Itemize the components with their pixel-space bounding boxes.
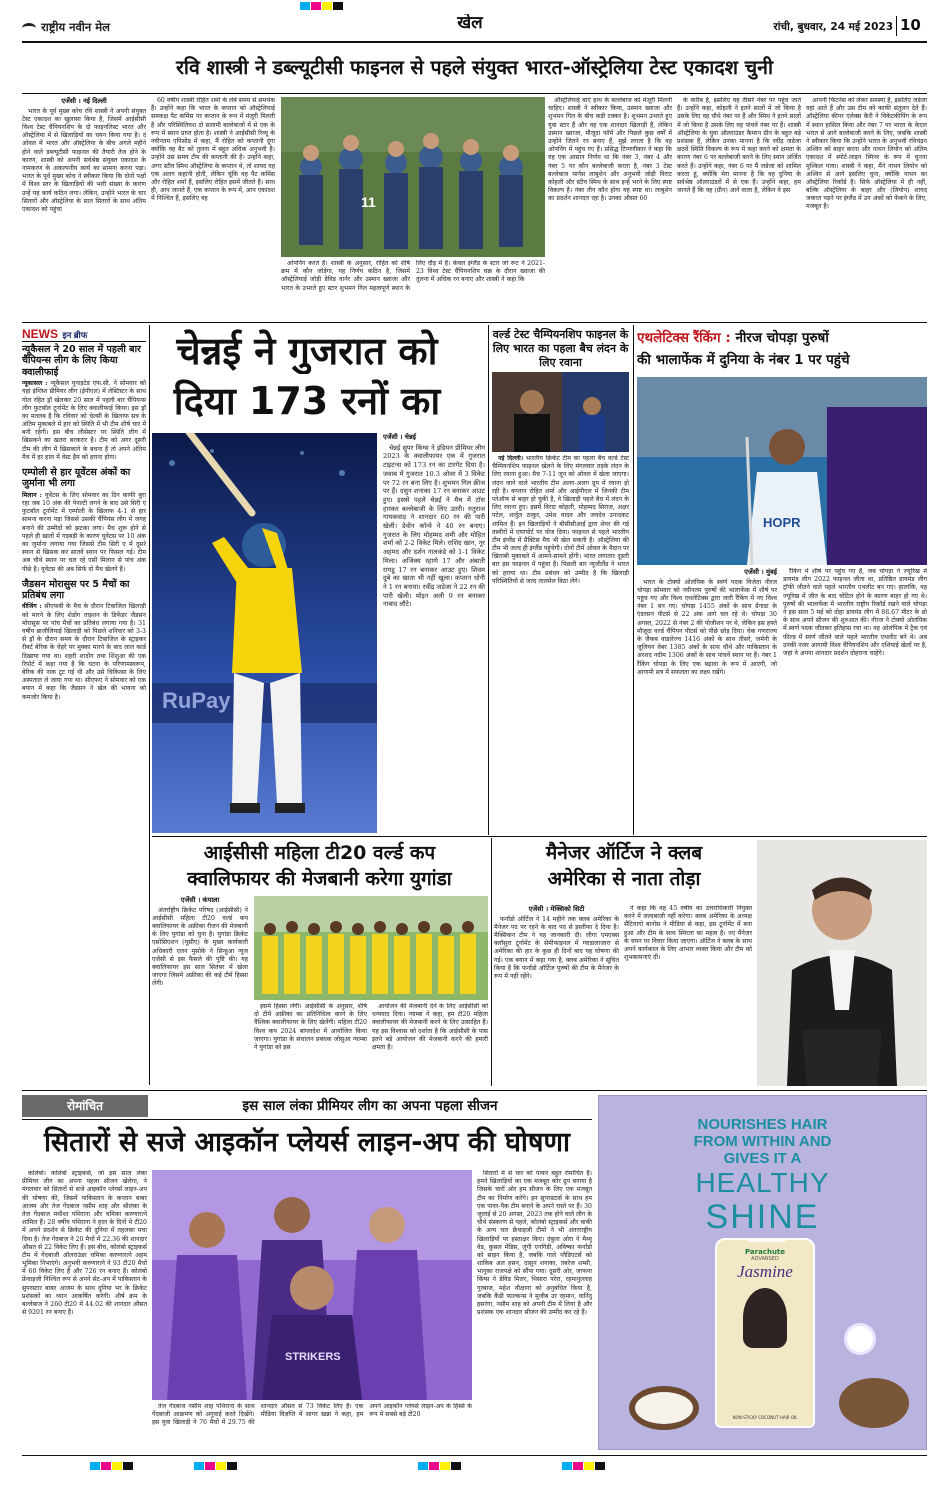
brief-tag-news: NEWS — [22, 327, 58, 341]
ad-bottle-cap — [747, 1238, 787, 1242]
chopra-col-1 — [637, 568, 777, 833]
chopra-col-2-text: रैंकिंग में शीर्ष पर पहुंच गए हैं, जब चोपड़ा ने ज्यूरिख में डायमंड लीग 2022 फाइनल जीता था, प्रतिष्ठित डायमंड लीग ट्रॉफी जीतने वाले पहले भारतीय एथलीट बन गए। हालांकि, वह ज्यूरिख में जीत के बाद चोटिल होने के कारण बाहर हो गए थे। पुरुषों की भालाफेंक में भारतीय राष्ट्रीय रिकॉर्ड रखने वाले चोपड़ा ने इस साल 5 मई को दोहा डायमंड लीग में 88.67 मीटर के थ्रो के साथ अपने सीजन की शुरुआत की। नीरज ने टोक्यो ओलंपिक में स्वर्ण पदक जीतकर इतिहास रचा था। वह ओलंपिक में ट्रैक एवं फील्ड में स्वर्ण जीतने वाले पहले भारतीय एथलीट बने थे। अब उनकी नजर आगामी विश्व चैंपियनशिप और एशियाई खेलों पर है, जहां वे अपना शानदार प्रदर्शन दोहराना चाहेंगे। — [783, 568, 927, 657]
registration-marks-top — [300, 2, 343, 10]
lpl-col-2-text: सितारों में से चार को पाकर बहुत रोमांचित हैं। हमने खिलाड़ियों का एक मजबूत कोर ग्रुप बनाया है जिसके चारों ओर हम सीजन के लिए एक मजबूत टीम का निर्माण करेंगे। इन सुपरस्टार्स के साथ हम एक पावर-पैक टीम बनाने के अपने रास्ते पर हैं। 30 जुलाई से 20 अगस्त, 2023 तक होने वाले लीग के चौथे संस्करण से पहले, कोलंबो स्ट्राइकर्स और बाकी के अन्य चार फ्रेंचाइजी टीमों ने भी अंतरराष्ट्रीय खिलाड़ियों पर हस्ताक्षर किए। दंबुला ओरा ने मैथ्यू वेड, कुसल मेंडिस, लुंगी एनगिडी, अविष्का फर्नांडो को साइन किया है, जबकि गाले ग्लैडिएटर्स को शाकिब अल हसन, दासुन शनाका, तबरेज शम्सी, भानुका राजपक्षे को सौंपा गया। दूसरी ओर, जाफना किंग्स ने डेविड मिलर, थिसारा परेरा, रहमानुल्लाह गुरबाज, महेश थीक्षाना को अनुबंधित किया है, जबकि कैंडी फाल्कन्स ने मुजीब उर रहमान, वानिंदु हसरंगा, नसीम शाह को अपनी टीम में लिया है और प्रशंसक एक शानदार सीजन की उम्मीद कर रहे हैं। — [477, 1170, 592, 1317]
wtc-divider — [633, 325, 634, 835]
ortiz-photo — [757, 840, 927, 1086]
brief-item-title: एम्पोली से हार यूवेंटस अंकों का जुर्माना भी लगा — [22, 467, 131, 490]
wtc-headline: वर्ल्ड टेस्ट चैम्पियनशिप फाइनल के लिए भारत का पहला बैच लंदन के लिए रवाना — [492, 328, 629, 369]
icc-left-col — [152, 896, 248, 1086]
top-story-bottom-rule — [22, 322, 927, 323]
ortiz-col-2-text: ने कहा कि वह 45 वर्षीय का उत्तराधिकारी नियुक्त करने में जल्दबाजी नहीं करेगा। क्लब अमेरिका के अध्यक्ष सैंटियागो बानोस ने मीडिया से कहा, इस टूर्नामेंट में बना हुआ और टीम के साथ स्थिरता का महत्व है। नए मैनेजर के चयन पर विचार किया जाएगा। ऑर्टिज ने क्लब के साथ अपने कार्यकाल के लिए आभार व्यक्त किया और टीम को शुभकामनाएं दीं। — [624, 905, 752, 962]
ad-product: Jasmine — [737, 1262, 793, 1281]
footer-rule — [22, 1455, 927, 1456]
chopra-col-2 — [783, 568, 927, 833]
svg-text:11: 11 — [361, 194, 376, 210]
brief-tag — [22, 325, 146, 341]
svg-text:RuPay: RuPay — [162, 688, 231, 713]
page-number-divider — [896, 16, 897, 36]
ortiz-col-2 — [624, 905, 752, 1085]
top-story-photo-caption — [281, 260, 545, 320]
chopra-photo — [637, 377, 927, 565]
wtc-text: नई दिल्ली। भारतीय क्रिकेट टीम का पहला बैच वर्ल्ड टेस्ट चैम्पियनशिप फाइनल खेलने के लिए मंगलवार तड़के लंदन के लिए रवाना हुआ। मैच 7-11 जून को ओवल में खेला जाएगा। लंदन जाने वाले भारतीय टीम अलग-अलग ग्रुप में रवाना हो रही है। कप्तान रोहित शर्मा और आईपीएल में जिनकी टीम प्लेऑफ से बाहर हो चुकी है, वे खिलाड़ी पहले बैच में लंदन के लिए रवाना हुए। इसमें विराट कोहली, मोहम्मद सिराज, अक्षर पटेल, शार्दुल ठाकुर, उमेश यादव और जयदेव उनादकट शामिल हैं। इन खिलाड़ियों ने बीसीसीआई द्वारा शेयर की गई तस्वीरों में एयरपोर्ट पर पोज दिया। फाइनल से पहले भारतीय टीम इंग्लैंड में प्रैक्टिस मैच भी खेल सकती है। ऑस्ट्रेलिया की टीम भी जल्द ही इंग्लैंड पहुंचेगी। दोनों टीमें ओवल के मैदान पर खिताबी मुकाबले में आमने-सामने होंगी। भारत लगातार दूसरी बार इस फाइनल में पहुंचा है। पिछली बार न्यूजीलैंड ने भारत को हराया था। टीम प्रबंधन को उम्मीद है कि खिलाड़ी परिस्थितियों से जल्द तालमेल बिठा लेंगे। — [492, 455, 629, 585]
top-story-col-4 — [677, 97, 801, 319]
wtc-airport-photo — [492, 372, 629, 452]
ortiz-col-1 — [494, 905, 619, 1085]
icc-col-b — [372, 1003, 488, 1086]
coconut-icon — [839, 1378, 909, 1428]
mid-section-rule — [152, 836, 927, 837]
strikers-players-illustration — [152, 1170, 472, 1400]
icc-col-a — [254, 1003, 367, 1086]
dateline: रांची, बुधवार, 24 मई 2023 — [773, 21, 893, 33]
brief-item — [22, 579, 146, 702]
lpl-col-1-text: कोलंबो। कोलंबो स्ट्राइकर्स, जो इस साल लंका प्रीमियर लीग का अपना पहला सीजन खेलेगा, ने मंगलवार को सितारों से सजे आइकॉन प्लेयर्स लाइन-अप की घोषणा की, जिसमें पाकिस्तान के कप्तान बाबर आजम और तेज गेंदबाज नसीम शाह और श्रीलंका के तेज गेंदबाज मथीशा पथिराना और चमिका करुणारत्ने शामिल हैं। 28 वर्षीय पथिराना ने हाल के दिनों में टी20 में अपने प्रदर्शन से क्रिकेट की दुनिया में तहलका मचा दिया है। तेज गेंदबाज ने 20 मैचों में 22.36 की शानदार औसत से 22 विकेट लिए हैं। इस बीच, कोलंबो स्ट्राइकर्स टीम में गेंदबाजी ऑलराउंडर चमिका करुणारत्ने अहम भूमिका निभाएंगे। अनुभवी करुणारत्ने ने 93 टी20 मैचों में 60 विकेट लिए हैं और 726 रन बनाए हैं। कोलंबो फ्रेंचाइजी निश्चित रूप से अपने सेट-अप में पाकिस्तान के सुपरस्टार बाबर आजम के साथ दुनिया भर के क्रिकेट प्रशंसकों का ध्यान आकर्षित करेगी। शीर्ष क्रम के बल्लेबाज ने 260 टी20 में 44.02 की शानदार औसत से 9201 रन बनाए हैं। — [22, 1170, 147, 1317]
ad-bottle — [715, 1238, 815, 1428]
masthead-rule — [22, 41, 927, 43]
icc-col-b-text: आयोजन की मेजबानी देने के लिए आईसीसी को धन्यवाद दिया। न्याम्बा ने कहा, हम टी20 महिला क्वालीफायर की मेजबानी करने के लिए उत्साहित हैं। यह इस विश्वास को दर्शाता है कि आईसीसी के पास इतने बड़े आयोजन की मेजबानी करने की हमारी क्षमता है। — [372, 1003, 488, 1051]
lpl-players-photo — [152, 1170, 472, 1400]
ad-tag: ADVANSED — [751, 1256, 779, 1262]
lpl-col-2 — [477, 1170, 592, 1450]
icc-headline-1: आईसीसी महिला टी20 वर्ल्ड कप — [203, 842, 436, 864]
top-story-headline: रवि शास्त्री ने डब्ल्यूटीसी फाइनल से पहले संयुक्त भारत-ऑस्ट्रेलिया टेस्ट एकादश चुनी — [175, 56, 774, 79]
lpl-photo-caption — [152, 1403, 472, 1450]
masthead — [0, 0, 945, 50]
ad-line-2: FROM WITHIN AND — [693, 1133, 832, 1150]
airport-illustration — [492, 372, 629, 452]
csk-divider — [488, 325, 489, 835]
ad-line-3: GIVES IT A — [723, 1150, 802, 1167]
top-story-col-4-text: के करीब है, इसलिए वह तीसरे नंबर पर पहुंच जाते हैं। उन्होंने कहा, कोहली ने इतने सालों में जो किया है उसके लिए वह चौथे नंबर पर हैं और स्मिथ ने इतने सालों में जो किया है उसके लिए वह पांचवें नंबर पर हैं। शास्त्री ऑस्ट्रेलिया के युवा ऑलराउंडर कैमरन ग्रीन के बहुत बड़े प्रशंसक हैं, लेकिन उनका मानना है कि रवींद्र जडेजा छठवें स्थिति विकल्प के रूप में कहा करने को क्षमता के कारण नंबर 6 पर बल्लेबाजी करने के लिए स्थान अर्जित करते हैं। उन्होंने कहा, नंबर 6 पर मैं जडेजा को शामिल करता हूं, क्योंकि मेरा मानना है कि वह दुनिया के सर्वश्रेष्ठ ऑलराउंडरों में से एक हैं। उन्होंने कहा, हम जानते हैं कि वह (ग्रीन) आने वाला है, लेकिन वे इस — [677, 97, 801, 195]
brief-item-title: न्यूकैसल ने 20 साल में पहली बार चैंपियन्स लीग के लिए किया क्वालीफाई — [22, 344, 141, 378]
chopra-byline: एजेंसी । मुंबई — [744, 568, 777, 576]
icc-col-a-text: इसमें हिस्सा लेंगी। आईसीसी के अनुसार, शीर्ष दो टीमें अफ्रीका का प्रतिनिधित्व करने के लिए वैश्विक क्वालीफायर के लिए खेलेंगी। महिला टी20 विश्व कप 2024 बांग्लादेश में आयोजित किया जाएगा। युगांडा के संचालन प्रबंधक जोसुआ न्याम्बा ने युगांडा को इस — [254, 1003, 367, 1051]
lpl-caption-text: तेज गेंदबाज नसीम शाह पथिराना के साथ गेंदबाजी आक्रमण को अगुवाई करते दिखेंगे। इस युवा खिलाड़ी ने 76 मैचों में 29.75 की शानदार औसत से 73 विकेट लिए हैं। एक मीडिया विज्ञप्ति में सागर खन्ना ने कहा, हम अपने आइकॉन प्लेयर्स लाइन-अप के हिस्से के रूप में सबसे बड़े टी20 — [152, 1403, 472, 1427]
ortiz-headline-1: मैनेजर ऑर्टिज ने क्लब — [545, 842, 703, 864]
lpl-col-1 — [22, 1170, 147, 1450]
icc-divider — [491, 838, 492, 1086]
top-story-col-2-text: 60 वर्षीय शास्त्री रोहित शर्मा के लंबे समय से समर्थक हैं। उन्होंने कहा कि भारत के कप्तान को ऑस्ट्रेलियाई समकक्ष पैट कमिंस पर कप्तान के रूप में मंजूरी मिलती है और परिस्थितिवश दो सलामी बल्लेबाजों में से एक के रूप में स्थान प्राप्त होता है। शास्त्री ने आईसीसी रिव्यू के नवीनतम एपिसोड में कहा, मैं रोहित को कप्तानी दूंगा क्योंकि वह बैट को तुलना में बहुत अधिक अनुभवी है। उन्होंने उस समय टीम की कप्तानी की है। उन्होंने कहा, अगर स्टीव स्मिथ ऑस्ट्रेलिया के कप्तान थे, तो शायद वह एक अलग कहानी होती, लेकिन चूंकि वह पैट कमिंस और रोहित शर्मा हैं, इसलिए रोहित इसमें जीतते हैं। साथ ही, आप जानते हैं, एक कप्तान के रूप में, आप एकादश में निश्चित हैं, इसलिए वह — [151, 97, 275, 203]
registration-marks-bottom — [90, 1462, 605, 1470]
bird-icon — [22, 23, 36, 33]
lpl-kicker-rule — [22, 1119, 592, 1120]
icc-left-text: अंतर्राष्ट्रीय क्रिकेट परिषद (आईसीसी) ने आईसीसी महिला टी20 वर्ल्ड कप क्वालिफायर के अफ्रीका रीजन की मेजबानी के लिए युगांडा को चुना है। युगांडा क्रिकेट एसोसिएशन (यूसीए) के मुख्य कार्यकारी अधिकारी एलन मुसोके ने सिन्हुआ न्यूज एजेंसी से इस फैसले की पुष्टि की। यह क्वालिफायर इस साल सितंबर में खेला जाएगा जिसमें अफ्रीका की कई टीमें हिस्सा लेंगी। — [152, 906, 248, 988]
section-title: खेल — [457, 14, 483, 33]
icc-team-photo — [254, 896, 488, 1000]
uganda-team-illustration — [254, 896, 488, 1000]
coconut-icon — [629, 1386, 699, 1430]
top-story-col-2 — [151, 97, 275, 319]
ortiz-headline-2: अमेरिका से नाता तोड़ा — [547, 868, 701, 890]
csk-article — [383, 433, 485, 833]
chopra-headline-main: नीरज चोपड़ा पुरुषों — [735, 330, 829, 346]
ortiz-byline: एजेंसी । मेक्सिको सिटी — [528, 905, 585, 913]
top-story-col-1 — [22, 97, 146, 319]
ad-brand: Parachute — [744, 1248, 786, 1256]
top-story-caption-text: ओपनिंग करते हैं। शास्त्री के अनुसार, रोहित को शीर्ष क्रम में कौन जोड़ेगा, यह निर्णय कठिन है, जिसमें ऑस्ट्रेलियाई जोड़ी डेविड वार्नर और उस्मान ख्वाजा और भारत के उभरते हुए स्टार शुभमन गिल महत्वपूर्ण स्थान के लिए दौड़ में हैं। केवल इंग्लैंड के स्टार जो रूट ने 2021-23 विश्व टेस्ट चैंपियनशिप चक्र के दौरान ख्वाजा की तुलना में अधिक रन बनाए और शास्त्री ने कहा कि — [281, 260, 545, 292]
chopra-headline-tag: एथलेटिक्स रैंकिंग : — [637, 330, 731, 346]
chopra-headline-1 — [637, 328, 927, 348]
lpl-kicker: इस साल लंका प्रीमियर लीग का अपना पहला सीजन — [242, 1098, 498, 1114]
jersey-label: HOPR — [763, 515, 801, 530]
javelin-athlete-illustration — [637, 377, 927, 565]
lpl-tag: रोमांचित — [22, 1095, 148, 1117]
wtc-article — [492, 455, 629, 833]
brief-item — [22, 467, 146, 574]
top-story-col-5 — [806, 97, 927, 319]
lpl-headline: सितारों से सजे आइकॉन प्लेयर्स लाइन-अप की घोषणा — [43, 1127, 571, 1158]
icc-headline-2: क्वालिफायर की मेजबानी करेगा युगांडा — [187, 868, 452, 890]
top-story-byline: एजेंसी । नई दिल्ली — [61, 97, 107, 105]
ad-sub: NON-STICKY COCONUT HAIR OIL — [732, 1415, 798, 1420]
top-story-col-3 — [548, 97, 672, 319]
brief-item — [22, 344, 146, 462]
ortiz-col-1-text: फर्नांडो ऑर्टिज ने 14 महीने तक क्लब अमेरिका के मैनेजर पद पर रहने के बाद पद से इस्तीफा दे दिया है। मैक्सिकन टीम ने यह जानकारी दी। लीगा एमएक्स क्लॉसुरा टूर्नामेंट के सेमीफाइनल में ग्वाडालाजारा से अमेरिका की हार के कुछ ही दिनों बाद यह घोषणा की गई। एक बयान में कहा गया है, क्लब अमेरिका ने सूचित किया है कि फर्नांडो ऑर्टिज पुरुषों की टीम के मैनेजर के रूप में नहीं रहेंगे। — [494, 915, 619, 981]
lower-section-rule — [22, 1090, 927, 1091]
brief-item-title: जैडसन मोरासुस पर 5 मैचों का प्रतिबंध लगा — [22, 578, 130, 602]
paper-name: राष्ट्रीय नवीन मेल — [41, 20, 110, 34]
brief-item-text: मिलान : यूवेंटस के लिए सोमवार का दिन काफी बुरा रहा जब 10 अंक की पेनल्टी लगने के बाद उसे सिरी ए फुटबॉल टूर्नामेंट में एम्पोली के खिलाफ 4-1 से हार सामना करना पड़ा जिससे उसकी चैंपियंस लीग में जगह बनाने की उम्मीदों को झटका लगा। मैच शुरू होने से पहले ही खातों में गड़बड़ी के कारण यूवेंटस पर 10 अंक का जुर्माना लगाया गया जिससे टीम सिरी ए में दूसरे स्थान से खिसक कर सातवें स्थान पर फिसल गई। टीम अब चौथे स्थान पर चल रहे एसी मिलान से पांच अंक पीछे है। यूवेंटस की अब सिर्फ दो मैच खेलने हैं। — [22, 491, 146, 573]
paper-logo — [22, 17, 212, 35]
csk-batsman-photo — [152, 433, 377, 833]
brief-item-text: न्यूकासल : न्यूकैसल युनाइटेड एफ.सी. ने सोमवार को यहां इंग्लिश प्रीमियर लीग (ईपीएल) में लेस्टिस्टर के साथ गोल रहित ड्रॉ खेलकर 20 साल में पहली बार चैंपियन्स लीग फुटबॉल टूर्नामेंट के लिए क्वालीफाई किया। इस ड्रॉ का मतलब है कि रविवार को चेल्सी के खिलाफ सत्र के अंतिम मुकाबले में हार को स्थिति में भी टीम शीर्ष चार में बनी रहेगी। इस बीच लीसेस्टर पर स्थिति लीग में खिसकने का खतरा बरकरार है। टीम को अगर दूसरी टीम की लीग में खिसकाने के बचना है तो अपने अंतिम मैच में हर हाल में वेस्ट हैम को हराना होगा। — [22, 380, 146, 461]
csk-headline-2: दिया 173 रनों का — [173, 379, 441, 423]
brief-column — [22, 325, 146, 1085]
top-story-col-5-text: आपनी फिटनेस को लेकर समस्या है, इसलिए जडेजा वहां आते हैं और उस टीम को काफी संतुलन देते हैं। ऑस्ट्रेलिया कीपर एलेक्स कैरी ने विकेटकीपिंग के रूप में स्थान हासिल किया और नंबर 7 पर भारत के केएल भारत से आगे बल्लेबाजी करने के लिए, जबकि शास्त्री ने स्वीकार किया कि उन्होंने भारत के अनुभवी रविचंद्रन अश्विन को बाहर करना और नाथन लियोन को अंतिम एकादश में स्पोर्ट-लाइन स्पिनर के रूप में चुनना मुश्किल पाया। शास्त्री ने कहा, मैंने नाथन लियोन को अश्विन से आगे इसलिए चुना, क्योंकि नाथन का ऑस्ट्रेलिया रिकॉर्ड है। सिर्फ ऑस्ट्रेलिया में ही नहीं, बल्कि ऑस्ट्रेलिया के बाहर और (लियोन) शायद जकरत पड़ने पर इंग्लैंड में उन अंकों को फेंकने के लिए, मजबूत है। — [806, 97, 927, 211]
team-photo-illustration — [281, 97, 545, 257]
ad-line-4: HEALTHY — [695, 1167, 830, 1198]
page-number: 10 — [900, 16, 921, 34]
batsman-illustration — [152, 433, 377, 833]
chopra-headline-2: की भालाफेंक में दुनिया के नंबर 1 पर पहुंचे — [637, 352, 850, 368]
brief-column-divider — [149, 325, 150, 1085]
csk-text: चेन्नई सुपर किंग्स ने इंडियन प्रीमियर लीग 2023 के क्वालीफायर एक में गुजरात टाइटन्स को 173 रन का टारगेट दिया है। जवाब में गुजरात 10.3 ओवर में 3 विकेट पर 72 रन बना लिए है। शुभमन गिल क्रीज पर हैं। दसुन शनाका 17 रन बनाकर आउट हुए। इससे पहले चेन्नई ने मैच में टॉस हारकर बल्लेबाजी के लिए उतरी। रुतुराज गायकवाड़ ने शानदार 60 रन की पारी खेली। डेवोन कॉन्वे ने 40 रन बनाए। गुजरात के लिए मोहम्मद शमी और मोहित शर्मा को 2-2 विकेट मिले। राशिद खान, नूर अहमद और दर्शन नालकंडे को 1-1 विकेट मिला। अजिंक्य रहाणे 17 और अंबाती रायडू 17 रन बनाकर आउट हुए। शिवम दुबे का खाता भी नहीं खुला। कप्तान धोनी ने 1 रन बनाया। रवींद्र जडेजा ने 22 रन की पारी खेली। मोइन अली 9 रन बनाकर नाबाद लौटे। — [383, 443, 485, 609]
csk-byline: एजेंसी । चेन्नई — [383, 433, 416, 441]
brief-item-text: वीजिंग : सीएफबी के मैच के दौरान टिबाजिल खिलाड़ी को मारने के लिए शेडोंग ताइशन के डिफेंडर जैडसन मोरासुस पर पांच मैचों का प्रतिबंध लगाया गया है। 31 वर्षीय ब्राजीलियाई खिलाड़ी को पिछले शनिवार को 3-3 से ड्रॉ के दौरान समय के दौरान टिबाजिल के स्ट्राइकर रीबर्ट बेरिक के चेहरे पर मुक्का मारने के बाद लाल कार्ड दिखाया गया था। शहरी शादोंग तथा शिंशुआ की एक रिपोर्ट में कहा गया है कि घटना के परिणामस्वरूप, बेरिक की नाक टूट गई थी और उसे चिकित्सा के लिए अस्पताल ले जाया गया था। सीएफए ने सोमवार को एक बयान में कहा कि जैडसन ने खेल की भावना को कमजोर किया है। — [22, 603, 146, 701]
jersey-sponsor-text: STRIKERS — [285, 1351, 341, 1363]
top-story-col-1-text: भारत के पूर्व मुख्य कोच रवि शास्त्री ने अपनी संयुक्त टेस्ट एकादश का खुलासा किया है, जिसमें आईसीसी विश्व टेस्ट चैंपियनशिप के दो फाइनलिस्ट भारत और ऑस्ट्रेलिया में से खिलाड़ियों का चयन किया गया है। दं ओवल में भारत और ऑस्ट्रेलिया के बीच अगले महीने होने वाले डब्ल्यूटीसी फाइनल की तैयारी तेज होने के कारण, शास्त्री को अपनी सर्वश्रेष्ठ संयुक्त एकादश के नामकरण के अकल्पनीय कार्य का सामना करना पड़ा। भारत के पूर्व मुख्य कोच ने स्वीकार किया कि दोनों पक्षों में विश्व स्तर के खिलाड़ियों की भारी संख्या के कारण उन्हें यह कार्य कठिन लगा। लेकिन, उन्होंने भारत के चार सितारों और ऑस्ट्रेलिया के सात सितारों के साथ अंतिम एकादश को पहुंचा — [22, 107, 146, 213]
chopra-col-1-text: भारत के टोक्यो ओलंपिक के स्वर्ण पदक विजेता नीरज चोपड़ा सोमवार को नवीनतम पुरुषों की भालाफेंक में शीर्ष पर पहुंच गए और विश्व एथलेटिक्स द्वारा जारी रैंकिंग में नए विश्व नंबर 1 बन गए। चोपड़ा 1455 अंकों के साथ ग्रेनाडा के एंडरसन पीटर्स से 22 अंक आगे चल रहे थे। चोपड़ा 30 अगस्त, 2022 से नंबर 2 की पोजीशन पर थे, लेकिन इस हफ्ते मौजूदा वर्ल्ड चैंपियन पीटर्स को पीछे छोड़ दिया। चेक गणराज्य के जैकब वाडलेज्च 1416 अंकों के साथ तीसरे, जर्मनी के जूलियन वेबर 1385 अंकों के साथ चौथे और पाकिस्तान के अरशद नदीम 1306 अंकों के साथ पांचवें स्थान पर हैं। नंबर 1 रैंकिंग चोपड़ा के लिए एक बढ़ावा के रूप में आएगी, जो आगामी सत्र में सफलता का लक्ष्य रखेंगे। — [637, 578, 777, 676]
ad-line-1: NOURISHES HAIR — [697, 1116, 828, 1133]
jasmine-flower-icon — [847, 1326, 873, 1352]
csk-headline-1: चेन्नई ने गुजरात को — [176, 329, 438, 373]
top-story-rule — [22, 93, 927, 94]
ad-woman-icon — [743, 1288, 787, 1348]
manager-illustration — [757, 840, 927, 1086]
parachute-ad — [598, 1095, 927, 1450]
brief-tag-label: इन ब्रीफ — [62, 330, 88, 340]
icc-byline: एजेंसी । कंपाला — [180, 896, 220, 904]
cricket-team-photo — [281, 97, 545, 257]
top-story-col-3-text: ऑस्ट्रेलियाई बाएं हाथ के बल्लेबाज को मंजूरी मिलनी चाहिए। शास्त्री ने स्वीकार किया, उस्मान ख्वाजा और शुभमन गिल के बीच कड़ी टक्कर है। शुभमन उभरते हुए युवा स्टार हैं और वह एक शानदार खिलाड़ी हैं, लेकिन उस्मान ख्वाजा, मौजूदा फॉर्म और पिछले कुछ वर्षों में उन्होंने जितने रन बनाए हैं, मुझे लगता है कि वह ओपनिंग में पहुंच गए हैं। प्रसिद्ध टिप्पणीकार ने कहा कि वह एक आसान निर्णय था कि नंबर 3, नंबर 4 और नंबर 5 पर कौन बल्लेबाजी करता है, नंबर 3 टेस्ट बल्लेबाज मार्नस लाबुशेन और अनुभवी जोड़ी विराट कोहली और स्टीव स्मिथ के साथ इन्हें भरने के लिए स्पष्ट विकल्प है। नंबर तीन कौन होगा यह स्पष्ट था। लाबुशेन का प्रदर्शन शानदार रहा है। उनका औसत 60 — [548, 97, 672, 203]
ad-line-5: SHINE — [705, 1198, 820, 1236]
